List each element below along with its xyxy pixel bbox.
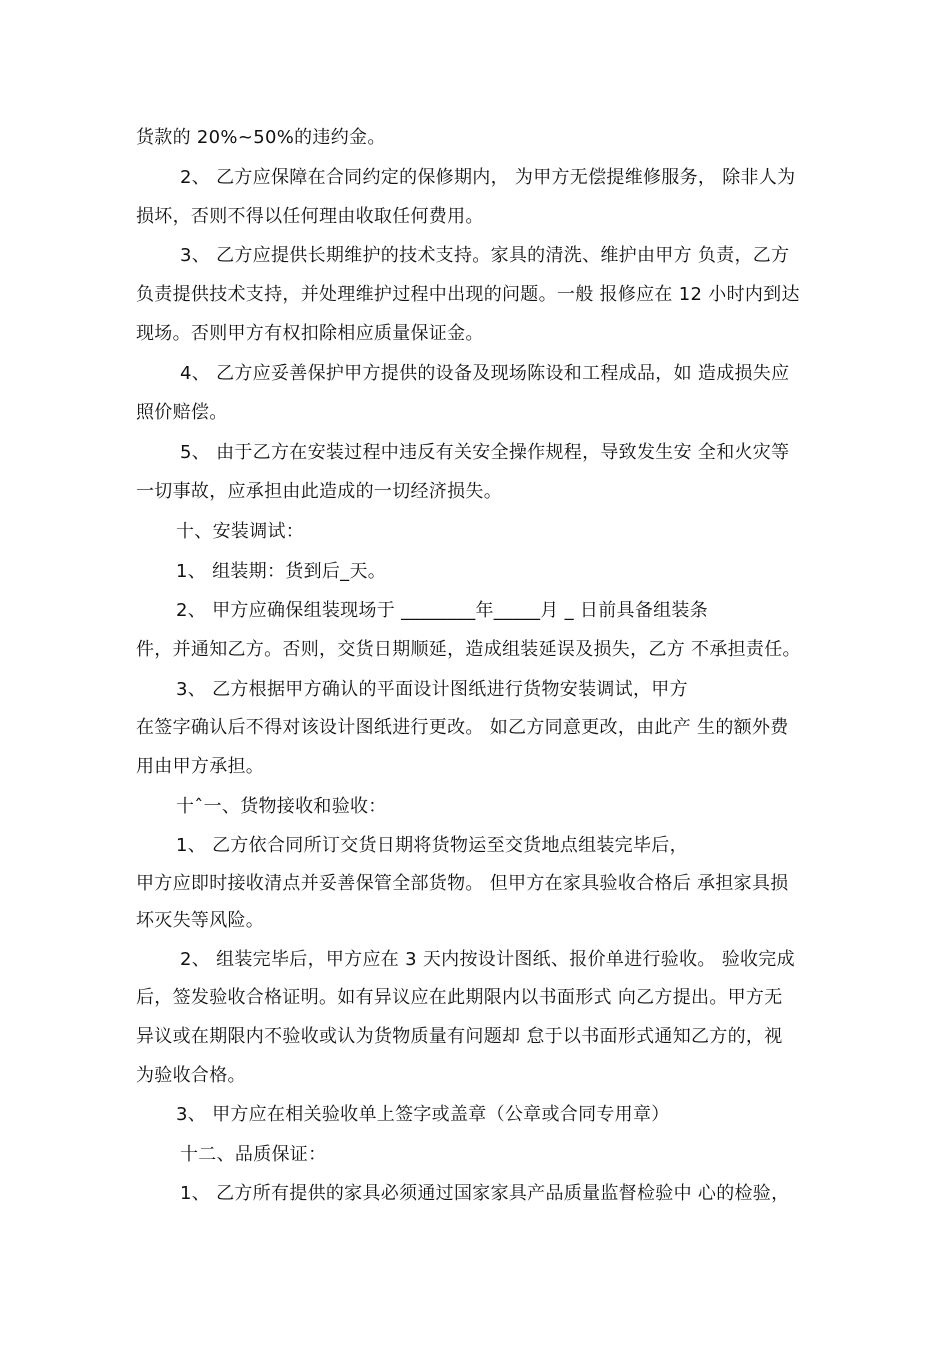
text-line: 在签字确认后不得对该设计图纸进行更改。 如乙方同意更改，由此产 生的额外费 [136, 717, 789, 738]
text-line: 2、 甲方应确保组装现场于 ________年_____月 _ 日前具备组装条 [176, 600, 709, 621]
text-line: 损坏，否则不得以任何理由收取任何费用。 [136, 206, 484, 227]
text-line: 2、 乙方应保障在合同约定的保修期内， 为甲方无偿提维修服务， 除非人为 [180, 167, 796, 188]
text-line: 照价赔偿。 [136, 402, 228, 423]
section-heading: 十二、品质保证： [180, 1144, 327, 1165]
text-line: 现场。否则甲方有权扣除相应质量保证金。 [136, 323, 484, 344]
text-line: 1、 乙方依合同所订交货日期将货物运至交货地点组装完毕后， [176, 835, 688, 856]
text-line: 坏灭失等风险。 [136, 910, 265, 931]
text-line: 3、 乙方应提供长期维护的技术支持。家具的清洗、维护由甲方 负责，乙方 [180, 245, 790, 266]
text-line: 货款的 20%~50%的违约金。 [136, 127, 386, 148]
text-line: 3、 乙方根据甲方确认的平面设计图纸进行货物安装调试，甲方 [176, 679, 688, 700]
text-line: 后，签发验收合格证明。如有异议应在此期限内以书面形式 向乙方提出。甲方无 [136, 987, 783, 1008]
text-line: 1、 组装期：货到后_天。 [176, 561, 387, 582]
text-line: 甲方应即时接收清点并妥善保管全部货物。 但甲方在家具验收合格后 承担家具损 [136, 873, 789, 894]
text-line: 为验收合格。 [136, 1065, 246, 1086]
text-line: 1、 乙方所有提供的家具必须通过国家家具产品质量监督检验中 心的检验， [180, 1183, 790, 1204]
section-heading: 十ˆ一、货物接收和验收： [176, 796, 387, 817]
text-line: 4、 乙方应妥善保护甲方提供的设备及现场陈设和工程成品，如 造成损失应 [180, 363, 790, 384]
text-line: 异议或在期限内不验收或认为货物质量有问题却 怠于以书面形式通知乙方的，视 [136, 1026, 783, 1047]
text-line: 5、 由于乙方在安装过程中违反有关安全操作规程，导致发生安 全和火灾等 [180, 442, 790, 463]
text-line: 3、 甲方应在相关验收单上签字或盖章（公章或合同专用章） [176, 1104, 670, 1125]
section-heading: 十、安装调试： [176, 521, 305, 542]
text-line: 件，并通知乙方。否则，交货日期顺延，造成组装延误及损失，乙方 不承担责任。 [136, 639, 801, 660]
text-line: 2、 组装完毕后，甲方应在 3 天内按设计图纸、报价单进行验收。 验收完成 [180, 949, 795, 970]
text-line: 负责提供技术支持，并处理维护过程中出现的问题。一般 报修应在 12 小时内到达 [136, 284, 800, 305]
text-line: 一切事故，应承担由此造成的一切经济损失。 [136, 481, 502, 502]
text-line: 用由甲方承担。 [136, 756, 265, 777]
